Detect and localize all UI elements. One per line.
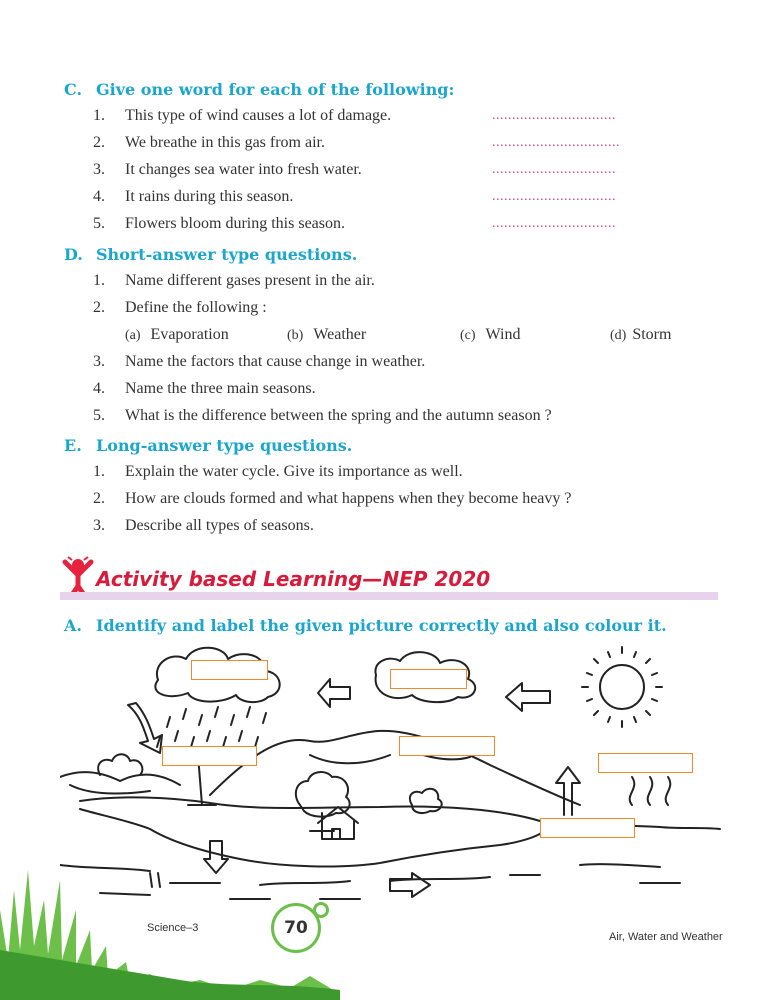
- answer-blank-2[interactable]: ................................: [492, 135, 620, 150]
- answer-blank-4[interactable]: ...............................: [492, 189, 616, 204]
- label-box-water-body[interactable]: [540, 818, 635, 838]
- section-e-title: Long-answer type questions.: [96, 436, 353, 455]
- label-box-precipitation[interactable]: [162, 746, 257, 766]
- label-box-evaporation[interactable]: [598, 753, 693, 773]
- section-d-item-1: 1. Name different gases present in the air.: [93, 272, 375, 289]
- footer-book: Science–3: [147, 922, 199, 934]
- section-c-item-1: 1. This type of wind causes a lot of damage.: [93, 107, 392, 124]
- answer-blank-3[interactable]: ...............................: [492, 162, 616, 177]
- sun: [600, 665, 644, 709]
- activity-question-letter: A.: [64, 616, 82, 635]
- section-e-heading: [64, 436, 352, 455]
- section-c-item-2: 2. We breathe in this gas from air.: [93, 134, 325, 151]
- page-dot: [313, 902, 329, 918]
- section-d-item-4: 4. Name the three main seasons.: [93, 380, 316, 397]
- section-c-item-4: 4. It rains during this season.: [93, 188, 294, 205]
- mountains: [210, 731, 580, 805]
- section-e-letter: E.: [64, 436, 82, 455]
- section-c-heading: [64, 80, 454, 99]
- section-c-item-5: 5. Flowers bloom during this season.: [93, 215, 345, 232]
- activity-question: [64, 616, 667, 635]
- answer-blank-5[interactable]: ...............................: [492, 216, 616, 231]
- define-option-b: (b) Weather: [287, 326, 367, 343]
- arrow-left-1: [318, 679, 350, 707]
- label-box-mountain[interactable]: [399, 736, 495, 756]
- section-d-item-2: 2. Define the following :: [93, 299, 267, 316]
- define-option-c: (c) Wind: [460, 326, 521, 343]
- activity-divider: [60, 592, 718, 600]
- arrow-right: [390, 873, 430, 897]
- answer-blank-1[interactable]: ...............................: [492, 108, 616, 123]
- section-d-title: Short-answer type questions.: [96, 245, 358, 264]
- house: [318, 807, 358, 839]
- section-d-item-5: 5. What is the difference between the spring and the autumn season ?: [93, 407, 552, 424]
- footer-chapter: Air, Water and Weather: [609, 931, 723, 943]
- section-e-item-3: 3. Describe all types of seasons.: [93, 517, 314, 534]
- section-c-title: Give one word for each of the following:: [96, 80, 455, 99]
- section-d-letter: D.: [64, 245, 83, 264]
- activity-title: Activity based Learning—NEP 2020: [96, 567, 491, 591]
- section-c-item-3: 3. It changes sea water into fresh water.: [93, 161, 362, 178]
- label-box-rain-cloud[interactable]: [191, 660, 268, 680]
- label-box-cloud[interactable]: [390, 669, 467, 689]
- arrow-up: [556, 767, 580, 815]
- section-e-item-2: 2. How are clouds formed and what happens when they become heavy ?: [93, 490, 572, 507]
- section-c-letter: C.: [64, 80, 83, 99]
- section-d-item-3: 3. Name the factors that cause change in weather.: [93, 353, 426, 370]
- define-option-a: (a) Evaporation: [125, 326, 229, 343]
- arrow-left-2: [506, 683, 550, 711]
- activity-question-text: Identify and label the given picture correctly and also colour it.: [96, 616, 667, 635]
- define-option-d: (d) Storm: [610, 326, 672, 343]
- page-number: 70: [271, 903, 321, 953]
- section-d-heading: [64, 245, 357, 264]
- section-e-item-1: 1. Explain the water cycle. Give its importance as well.: [93, 463, 463, 480]
